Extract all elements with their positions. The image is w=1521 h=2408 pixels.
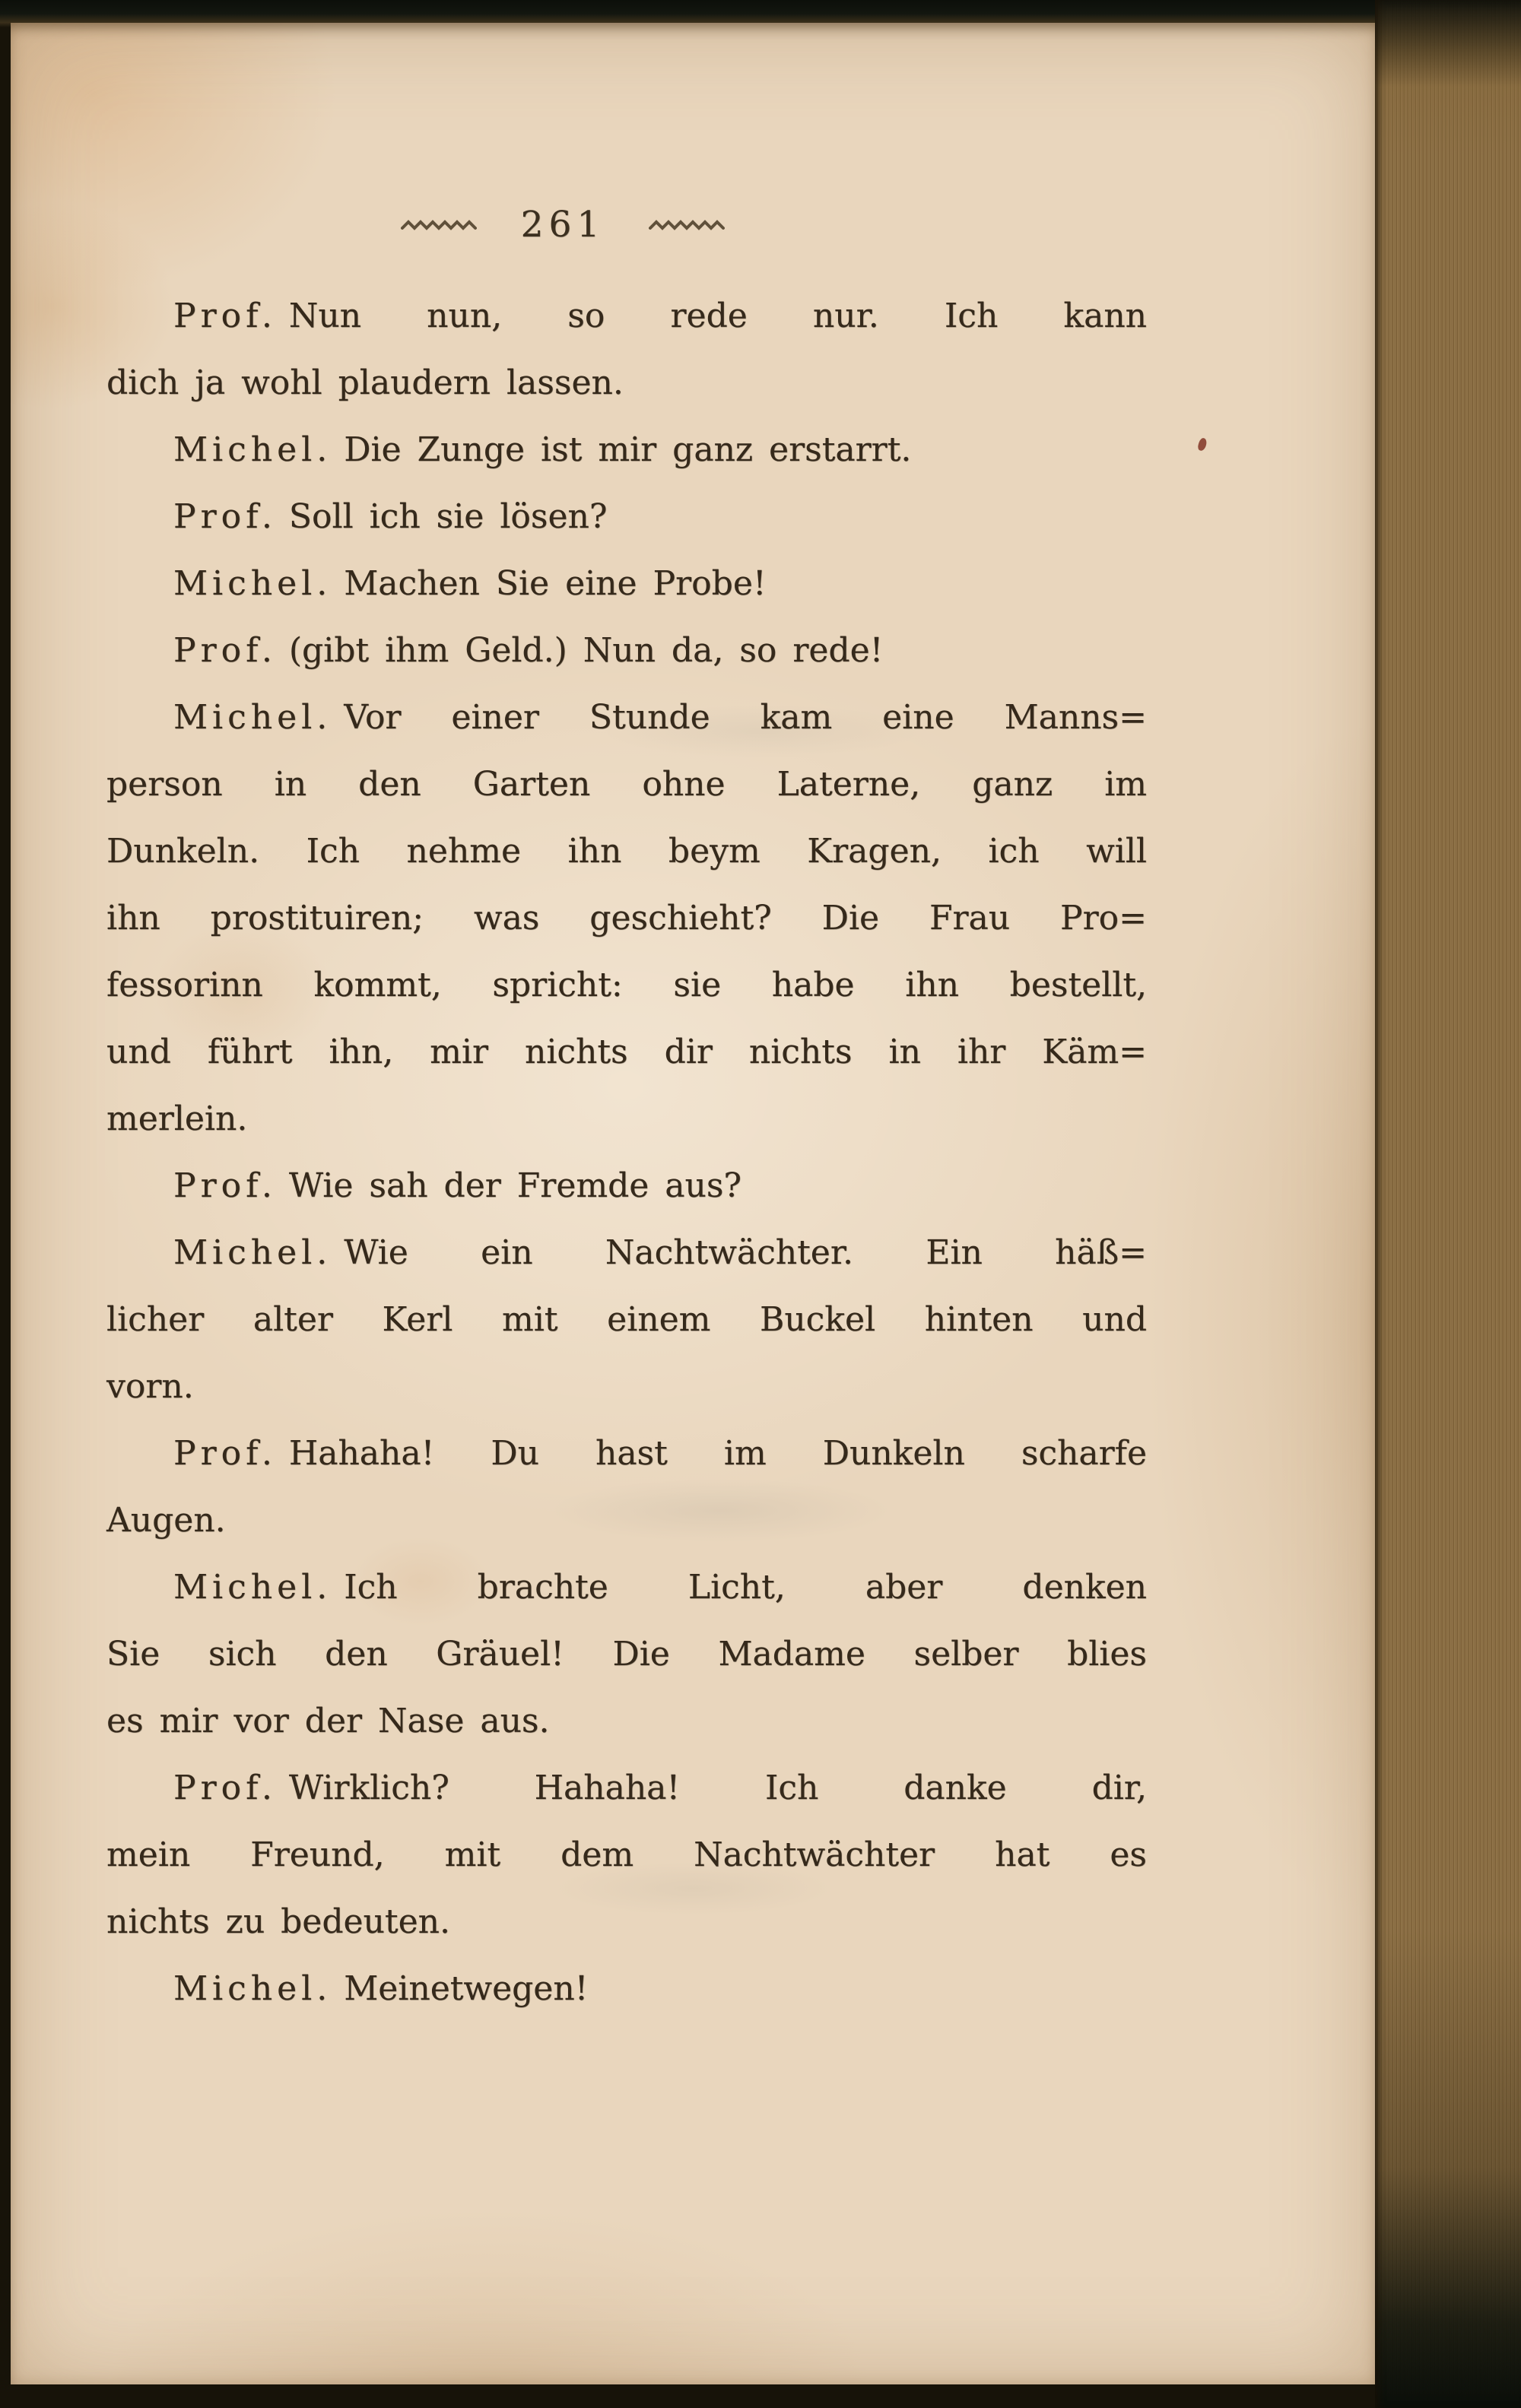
text-line (106, 952, 1147, 1019)
line-text: licher alter Kerl mit einem Buckel hinten und (106, 1300, 1147, 1339)
text-line (106, 417, 1147, 484)
line-text: es mir vor der Nase aus. (106, 1702, 550, 1740)
line-text: nichts zu bedeuten. (106, 1902, 450, 1941)
speaker-label: Michel. (173, 1233, 332, 1272)
line-text: Wie ein Nachtwächter. Ein häß= (344, 1233, 1147, 1272)
speaker-label: Prof. (173, 297, 277, 335)
text-line (106, 550, 1147, 617)
text-line (106, 1353, 1147, 1420)
line-text: ihn prostituiren; was geschieht? Die Frau Pro= (106, 899, 1147, 938)
speaker-label: Prof. (173, 1769, 277, 1807)
text-block (106, 283, 1147, 2023)
text-line (106, 1487, 1147, 1554)
line-text: (gibt ihm Geld.) Nun da, so rede! (288, 631, 884, 670)
page-header (43, 204, 1083, 246)
line-text: Augen. (106, 1501, 226, 1540)
line-text: Soll ich sie lösen? (288, 497, 608, 536)
text-line (106, 1621, 1147, 1688)
line-text: dich ja wohl plaudern lassen. (106, 363, 624, 402)
text-line (106, 1286, 1147, 1353)
speaker-label: Michel. (173, 430, 332, 469)
line-text: Wie sah der Fremde aus? (288, 1166, 742, 1205)
line-text: Hahaha! Du hast im Dunkeln scharfe (288, 1434, 1147, 1473)
line-text: vorn. (106, 1367, 194, 1406)
text-line (106, 1220, 1147, 1286)
book-fore-edge (1375, 0, 1521, 2408)
speaker-label: Michel. (173, 698, 332, 737)
text-line (106, 1554, 1147, 1621)
text-line (106, 484, 1147, 550)
line-text: person in den Garten ohne Laterne, ganz im (106, 765, 1147, 804)
zigzag-ornament-icon (649, 218, 725, 232)
text-line (106, 1688, 1147, 1755)
text-line (106, 350, 1147, 417)
page-number: 261 (520, 204, 605, 246)
line-text: Meinetwegen! (344, 1969, 589, 2008)
line-text: merlein. (106, 1099, 248, 1138)
speaker-label: Prof. (173, 631, 277, 670)
line-text: mein Freund, mit dem Nachtwächter hat es (106, 1835, 1147, 1874)
line-text: fessorinn kommt, spricht: sie habe ihn bestellt, (106, 966, 1147, 1004)
text-line (106, 617, 1147, 684)
text-line (106, 751, 1147, 818)
speaker-label: Michel. (173, 564, 332, 603)
text-line (106, 1019, 1147, 1086)
text-line (106, 1755, 1147, 1822)
speaker-label: Michel. (173, 1969, 332, 2008)
speaker-label: Michel. (173, 1568, 332, 1607)
line-text: Nun nun, so rede nur. Ich kann (288, 297, 1147, 335)
text-line (106, 818, 1147, 885)
line-text: Dunkeln. Ich nehme ihn beym Kragen, ich will (106, 832, 1147, 871)
text-line (106, 1153, 1147, 1220)
speaker-label: Prof. (173, 1434, 277, 1473)
speaker-label: Prof. (173, 1166, 277, 1205)
speaker-label: Prof. (173, 497, 277, 536)
text-line (106, 1822, 1147, 1889)
line-text: Machen Sie eine Probe! (344, 564, 767, 603)
line-text: Vor einer Stunde kam eine Manns= (344, 698, 1147, 737)
text-line (106, 684, 1147, 751)
line-text: Ich brachte Licht, aber denken (344, 1568, 1147, 1607)
line-text: und führt ihn, mir nichts dir nichts in ihr Käm= (106, 1033, 1147, 1071)
zigzag-ornament-icon (401, 218, 477, 232)
text-line (106, 1420, 1147, 1487)
text-line (106, 1889, 1147, 1956)
text-line (106, 283, 1147, 350)
line-text: Wirklich? Hahaha! Ich danke dir, (288, 1769, 1147, 1807)
text-line (106, 1086, 1147, 1153)
line-text: Die Zunge ist mir ganz erstarrt. (344, 430, 912, 469)
line-text: Sie sich den Gräuel! Die Madame selber blies (106, 1635, 1147, 1674)
text-line (106, 1956, 1147, 2023)
text-line (106, 885, 1147, 952)
